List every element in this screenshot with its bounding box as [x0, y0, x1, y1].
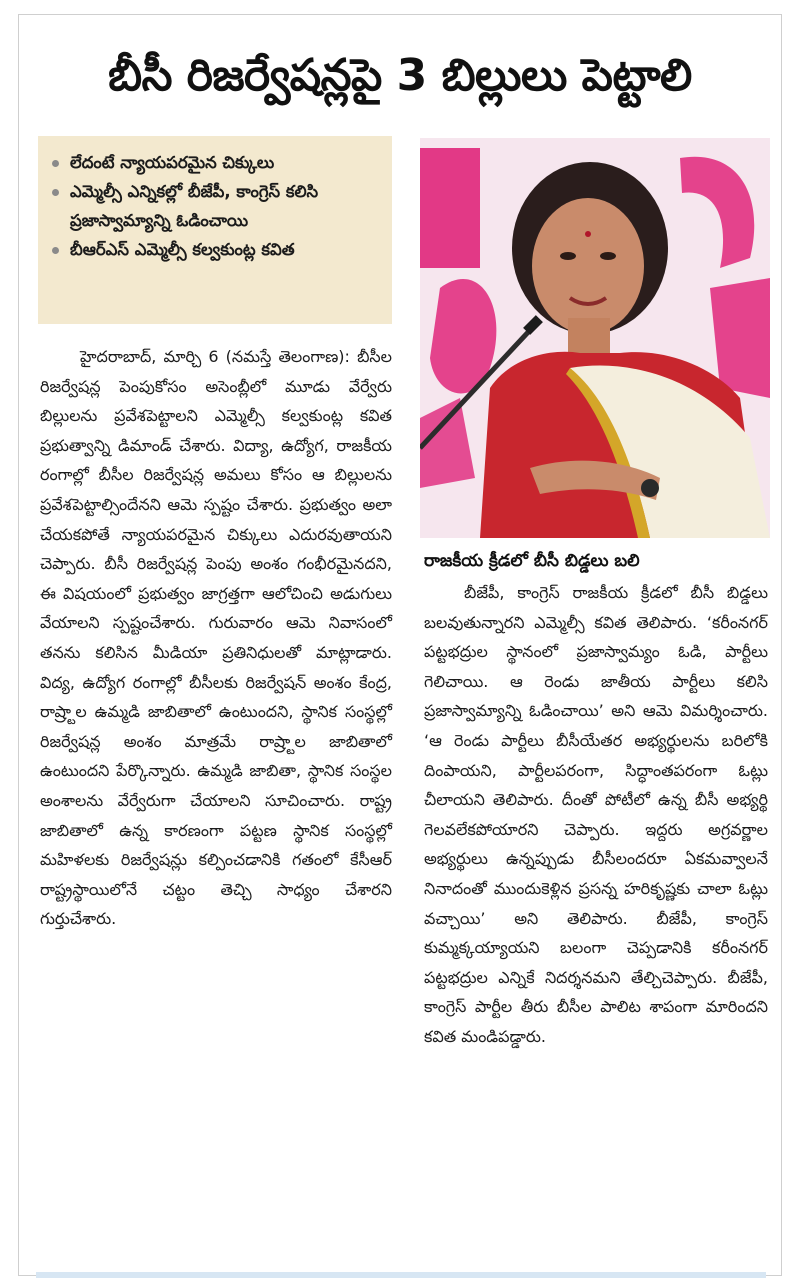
body-right-column — [424, 578, 768, 1268]
bullet-icon — [52, 189, 59, 196]
bullet-icon — [52, 160, 59, 167]
section-subhead: రాజకీయ క్రీడలో బీసీ బిడ్డలు బలి — [424, 551, 640, 571]
highlight-text: లేదంటే న్యాయపరమైన చిక్కులు — [70, 153, 275, 172]
headline: బీసీ రిజర్వేషన్లపై 3 బిల్లులు పెట్టాలి — [108, 50, 692, 101]
highlight-item — [48, 235, 382, 264]
photo — [420, 138, 770, 538]
highlight-text: బీఆర్ఎస్ ఎమ్మెల్సీ కల్వకుంట్ల కవిత — [70, 240, 295, 259]
bottom-divider — [36, 1272, 766, 1278]
highlights-box — [38, 136, 392, 324]
highlight-item — [48, 177, 382, 235]
highlight-item — [48, 148, 382, 177]
body-right-text: బీజేపీ, కాంగ్రెస్ రాజకీయ క్రీడలో బీసీ బిడ్డలు బలవుతున్నారని ఎమ్మెల్సీ కవిత తెలిపారు. ‘కరీంనగర్ పట్టభద్రుల స్థానంలో ప్రజాస్వామ్యం ఓడి, పార్టీలు గెలిచాయి. ఆ రెండు జాతీయ పార్టీలు కలిసి ప్రజాస్వామ్యాన్ని ఓడించాయి’ అని ఆమె విమర్శించారు. ‘ఆ రెండు పార్టీలు బీసీయేతర అభ్యర్థులను బరిలోకి దింపాయని, పార్టీలపరంగా, సిద్ధాంతపరంగా ఓట్లు చీలాయని తెలిపారు. దీంతో పోటీలో ఉన్న బీసీ అభ్యర్థి గెలవలేకపోయారని చెప్పారు. ఇద్దరు అగ్రవర్ణాల అభ్యర్థులు ఉన్నప్పుడు బీసీలందరూ ఏకమవ్వాలనే నినాదంతో ముందుకెళ్లిన ప్రసన్న హరికృష్ణకు చాలా ఓట్లు వచ్చాయి’ అని తెలిపారు. బీజేపీ, కాంగ్రెస్ కుమ్మక్కయ్యాయని బలంగా చెప్పడానికి కరీంనగర్ పట్టభద్రుల ఎన్నికే నిదర్శనమని తేల్చిచెప్పారు. బీజేపీ, కాంగ్రెస్ పార్టీల తీరు బీసీల పాలిట శాపంగా మారిందని కవిత మండిపడ్డారు. — [424, 583, 768, 1046]
body-left-text: హైదరాబాద్, మార్చి 6 (నమస్తే తెలంగాణ): బీసీల రిజర్వేషన్ల పెంపుకోసం అసెంబ్లీలో మూడు వేర్వేరు బిల్లులను ప్రవేశపెట్టాలని ఎమ్మెల్సీ కల్వకుంట్ల కవిత ప్రభుత్వాన్ని డిమాండ్ చేశారు. విద్యా, ఉద్యోగ, రాజకీయ రంగాల్లో బీసీల రిజర్వేషన్ల అమలు కోసం ఆ బిల్లులను ప్రవేశపెట్టాల్సిందేనని ఆమె స్పష్టం చేశారు. ప్రభుత్వం అలా చేయకపోతే న్యాయపరమైన చిక్కులు ఎదురవుతాయని చెప్పారు. బీసీ రిజర్వేషన్ల పెంపు అంశం గంభీరమైనదని, ఈ విషయంలో ప్రభుత్వం జాగ్రత్తగా ఆలోచించి అడుగులు వేయాలని స్పష్టంచేశారు. గురువారం ఆమె నివాసంలో తనను కలిసిన మీడియా ప్రతినిధులతో మాట్లాడారు. విద్య, ఉద్యోగ రంగాల్లో బీసీలకు రిజర్వేషన్ అంశం కేంద్ర, రాష్ర్టాల ఉమ్మడి జాబితాలో ఉంటుందని, స్థానిక సంస్థల్లో రిజర్వేషన్ల అంశం మాత్రమే రాష్ర్టాల జాబితాలో ఉంటుందని పేర్కొన్నారు. ఉమ్మడి జాబితా, స్థానిక సంస్థల అంశాలను వేర్వేరుగా చేయాలని సూచించారు. రాష్ట్ర జాబితాలో ఉన్న కారణంగా పట్టణ స్థానిక సంస్థల్లో మహిళలకు రిజర్వేషన్లు కల్పించడానికి గతంలో కేసీఆర్ రాష్ట్రస్థాయిలోనే చట్టం తెచ్చి సాధ్యం చేశారని గుర్తుచేశారు. — [40, 347, 392, 929]
highlights-list — [48, 148, 382, 264]
body-left-column — [40, 342, 392, 1266]
speaker-photo-illustration — [420, 138, 770, 538]
highlight-text: ఎమ్మెల్సీ ఎన్నికల్లో బీజేపీ, కాంగ్రెస్ కలిసి ప్రజాస్వామ్యాన్ని ఓడించాయి — [70, 182, 319, 230]
bullet-icon — [52, 247, 59, 254]
